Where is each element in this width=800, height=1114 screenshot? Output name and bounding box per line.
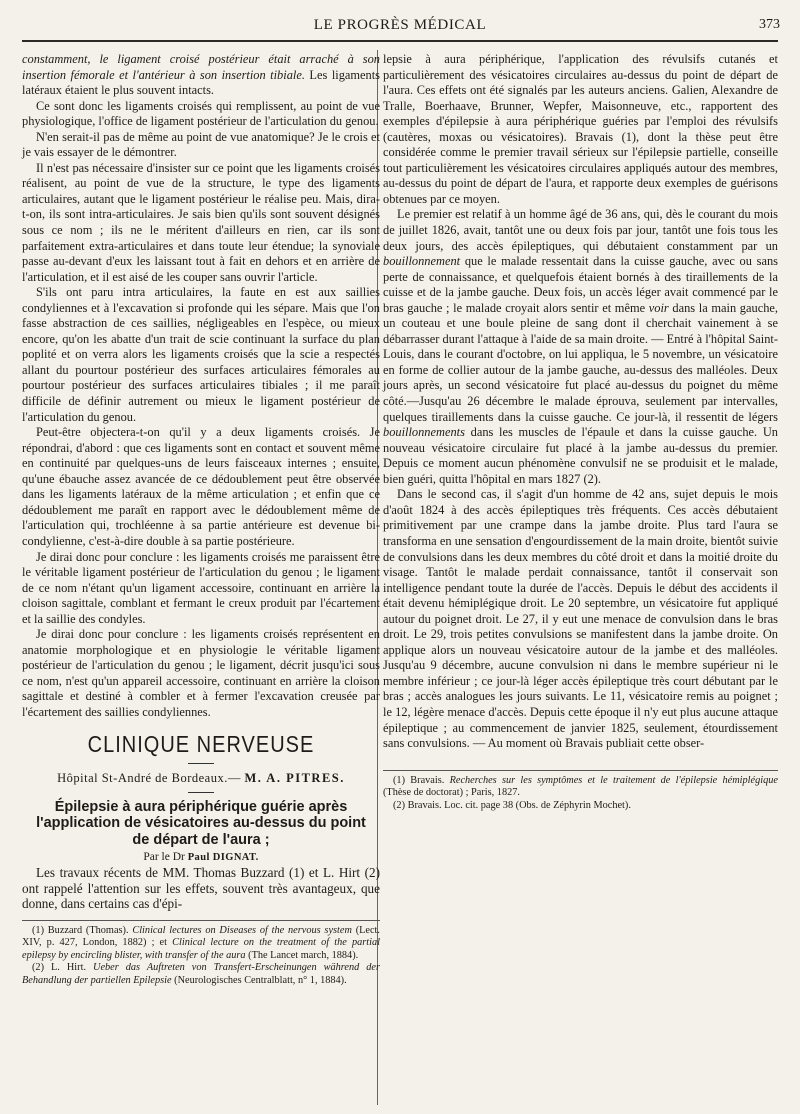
italic-text: constamment, le ligament croisé postérieur était arraché à son insertion fémorale et l'antérieur à son insertion tibiale. xyxy=(22,52,380,82)
footnote: (1) Buzzard (Thomas). Clinical lectures on Diseases of the nervous system (Lect. XIV, p. 427, London, 1882) ; et Clinical lecture on the treatment of the partial epilepsy by encircling blister, with transfer of the aura (The Lancet march, 1884). xyxy=(22,924,380,961)
paragraph: Le premier est relatif à un homme âgé de 36 ans, qui, dès le courant du mois de juillet 1826, avait, tantôt une ou deux fois par jour, tantôt une fois tous les deux jours, des accès épileptiques, qui débutaient constamment par un bouillonnement que le malade ressentait dans la cuisse gauche, avec ou sans perte de connaissance, et quelquefois étaient bornés à des tiraillements de la cuisse et de la jambe gauche. Deux fois, un accès léger avait commencé par le bras gauche ; le malade croyait alors sentir et même voir dans la main gauche, un couteau et une boule pleine de sang dont il cherchait vainement à se débarrasser durant l'attaque à l'aide de sa main droite. — Entré à l'hôpital Saint-Louis, dans le courant d'octobre, on lui appliqua, le 5 novembre, un vésicatoire en forme de collier autour de la jambe gauche, au-dessus des malléoles. Deux jours après, un second vésicatoire fut placé au-dessus du poignet du même côté.—Jusqu'au 26 décembre le malade éprouva, seulement par intervalles, quelques tiraillements dans la cuisse gauche. Ce jour-là, il ressentit de légers bouillonnements dans les muscles de l'épaule et dans la cuisse gauche. Un nouveau vésicatoire circulaire fut placé à la jambe au-dessus du premier. Depuis ce moment aucun phénomène convulsif ne se produisit et le malade, bien guéri, quitta l'hôpital en mars 1827 (2). xyxy=(383,207,778,486)
right-column xyxy=(383,52,778,812)
hospital-name: Hôpital St-André de Bordeaux.— xyxy=(57,770,241,785)
page-number: 373 xyxy=(759,17,780,32)
paragraph: lepsie à aura périphérique, l'application des révulsifs cutanés et particulièrement des vésicatoires circulaires au-dessus du point de départ de l'aura. Ces effets ont été signalés par les auteurs anciens. Galien, Alexandre de Tralle, Boerhaave, Brunner, Wepfer, Maisonneuve, etc., rapportent des exemples d'épilepsie à aura périphérique guéries par l'emploi des révulsifs (cautères, moxas ou vésicatoires). Bravais (1), dont la thèse peut être considérée comme le premier travail sérieux sur l'épilepsie partielle, conseille tout particulièrement les vésicatoires circulaires appliqués autour des membres, au-dessus du point de départ de l'aura, et rapporte deux exemples de guérisons obtenues par ce moyen. xyxy=(383,52,778,206)
paragraph: Ce sont donc les ligaments croisés qui remplissent, au point de vue physiologique, l'office de ligament postérieur de l'articulation du genou. xyxy=(22,98,380,129)
paragraph: N'en serait-il pas de même au point de vue anatomique? Je le crois et je vais essayer de le démontrer. xyxy=(22,129,380,160)
text: Les ligaments latéraux étaient le plus souvent intacts. xyxy=(22,67,380,98)
article-title: Épilepsie à aura périphérique guérie après l'application de vésicatoires au-dessus du point de départ de l'aura ; xyxy=(36,798,366,848)
footnote: (2) Bravais. Loc. cit. page 38 (Obs. de Zéphyrin Mochet). xyxy=(393,799,631,811)
byline xyxy=(22,850,380,865)
byline-prefix: Par le Dr xyxy=(143,851,185,864)
paragraph: Dans le second cas, il s'agit d'un homme de 42 ans, sujet depuis le mois d'août 1824 à des accès épileptiques très fréquents. Ces accès débutaient primitivement par une crampe dans la jambe droite. Plus tard l'aura se transforma en une sensation d'engourdissement de la main droite, bientôt suivie de convulsions dans les deux membres du côté droit et dans la moitié droite du visage. Tantôt le malade perdait connaissance, tantôt il conservait son intelligence pendant toute la durée de l'accès. Depuis le début des accidents il était devenu hémiplégique droit. Le 20 septembre, un vésicatoire fut appliqué autour du poignet droit. Le 27, il y eut une menace de convulsion dans le bras droit. Le 29, trois petites convulsions se manifestent dans la jambe droite. On applique alors un nouveau vésicatoire autour de la jambe et des malléoles. Jusqu'au 9 décembre, aucune convulsion ni dans le membre supérieur ni le membre inférieur ; ce jour-là léger accès épileptique très court débutant par le bras ; accès analogues les jours suivants. Le 11, vésicatoire remis au poignet ; le 12, légère menace d'accès. Depuis cette époque il n'y eut plus aucune attaque épileptique ; au commencement de janvier 1825, seulement, étourdissement sans convulsions. — Au moment où Bravais publiait cette obser- xyxy=(383,487,778,751)
running-title: LE PROGRÈS MÉDICAL xyxy=(313,17,487,33)
header-rule xyxy=(22,40,778,42)
section-rule xyxy=(188,763,214,764)
paragraph: Les travaux récents de MM. Thomas Buzzard (1) et L. Hirt (2) ont rappelé l'attention sur les effets, souvent très avantageux, que donne, dans certains cas d'épi- xyxy=(22,865,380,912)
paragraph: Peut-être objectera-t-on qu'il y a deux ligaments croisés. Je répondrai, d'abord : que ces ligaments sont en contact et souvent même en continuité par quelques-uns de leurs faisceaux internes ; ensuite, qu'une ébauche assez avancée de ce dédoublement peut être observée dans les ligaments latéraux de la même articulation ; et enfin que ce dédoublement me paraît en rapport avec le dédoublement même de l'articulation qui, trochléenne à sa partie antérieure est devenue bi-condylienne, c'est-à-dire double à sa partie postérieure. xyxy=(22,425,380,548)
paragraph: Je dirai donc pour conclure : les ligaments croisés me paraissent être le véritable ligament postérieur de l'articulation du genou ; le ligament de ce nom n'étant qu'un ligament accessoire, continuant en arrière la cloison sagittale, comblant et fermant le creux produit par l'écartement et la saillie des condyles. xyxy=(22,549,380,626)
footnote: (1) Bravais. Recherches sur les symptômes et le traitement de l'épilepsie hémiplégique (Thèse de doctorat) ; Paris, 1827. xyxy=(383,774,778,799)
footnote: (2) L. Hirt. Ueber das Auftreten von Transfert-Erscheinungen während der Behandlung der partiellen Epilepsie (Neurologisches Centralblatt, n° 1, 1884). xyxy=(22,962,380,986)
section-rule xyxy=(188,792,214,793)
byline-author: Paul DIGNAT. xyxy=(187,852,259,864)
paragraph: Je dirai donc pour conclure : les ligaments croisés représentent en anatomie morphologique et en physiologie le véritable ligament postérieur de l'articulation du genou ; le ligament, décrit jusqu'ici sous ce nom, n'est qu'un appareil accessoire, continuant en arrière la cloison sagittale et destiné à combler et à fermer l'excavation creusée par l'écartement des saillies condyliennes. xyxy=(22,627,380,719)
paragraph xyxy=(22,52,380,99)
footnote-rule xyxy=(22,920,380,921)
paragraph: Il n'est pas nécessaire d'insister sur ce point que les ligaments croisés réalisent, au point de vue de la structure, le type des ligaments articulaires, autant que le ligament postérieur le réalise peu. Mais, dira-t-on, ils sont intra-articulaires. Je sais bien qu'ils sont souvent désignés sous ce nom ; ils ne le méritent d'ailleurs en rien, car ils sont parfaitement extra-articulaires et dans toute leur étendue; la synoviale passe au-devant d'eux les laissant tout à fait en dehors et en arrière de l'articulation, et il est aisé de les couper sans ouvrir l'article. xyxy=(22,160,380,284)
paragraph: S'ils ont paru intra articulaires, la faute en est aux saillies condyliennes et à l'excavation si profonde qui les sépare. Mais que l'on fasse abstraction de ces saillies, négligeables en l'espèce, ou mieux encore, qu'on les abatte d'un trait de scie continuant la surface du plan poplité et on verra alors les ligaments croisés que la scie a respectés allant du pourtour postérieur des surfaces articulaires fémorales au pourtour postérieur des surfaces articulaires tibiales ; il me paraît difficile de définir autrement ou mieux le ligament postérieur de l'articulation du genou. xyxy=(22,285,380,424)
section-title: CLINIQUE NERVEUSE xyxy=(87,731,315,758)
hospital-line xyxy=(22,770,380,786)
hospital-chief: M. A. PITRES. xyxy=(244,770,345,785)
left-column xyxy=(22,52,380,987)
page-header xyxy=(20,17,780,37)
footnote-rule xyxy=(383,770,778,771)
